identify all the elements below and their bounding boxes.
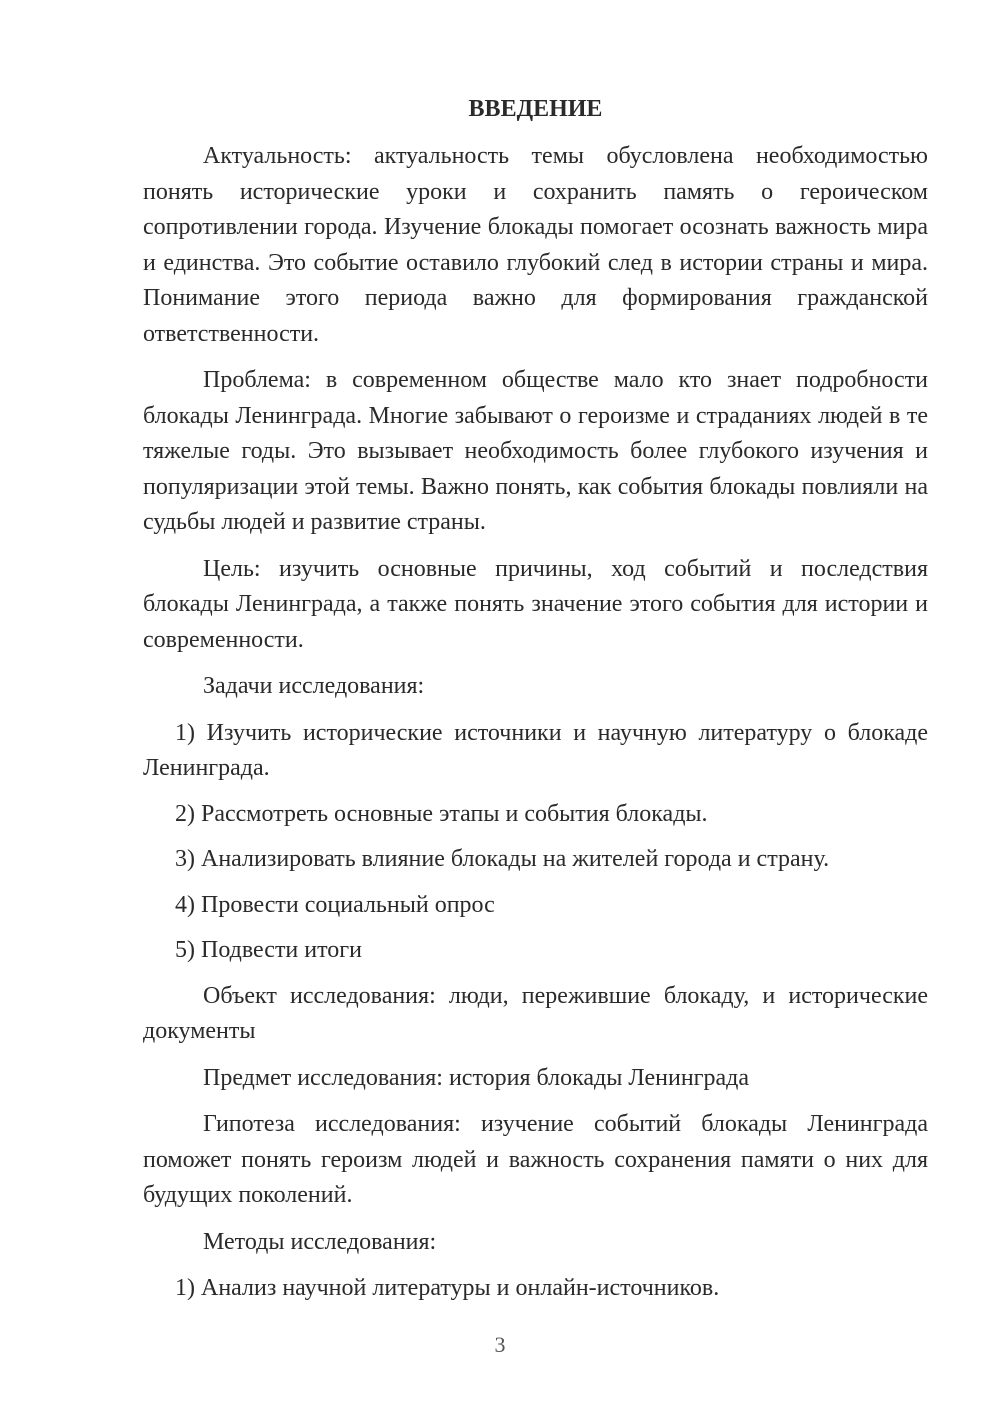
method-item-1: 1) Анализ научной литературы и онлайн-источников. — [175, 1275, 720, 1301]
paragraph-problem: Проблема: в современном обществе мало кто знает подробности блокады Ленинграда. Многие забывают о героизме и страданиях людей в те тяжелые годы. Это вызывает необходимость более глубокого изучения и популяризации этой темы. Важно понять, как события блокады повлияли на судьбы людей и развитие страны. — [143, 367, 928, 535]
methods-heading: Методы исследования: — [203, 1228, 437, 1255]
task-item-2: 2) Рассмотреть основные этапы и события блокады. — [175, 800, 708, 827]
tasks-heading: Задачи исследования: — [203, 673, 425, 699]
section-title: ВВЕДЕНИЕ — [468, 96, 603, 122]
paragraph-goal: Цель: изучить основные причины, ход событий и последствия блокады Ленинграда, а также понять значение этого события для истории и современности. — [143, 555, 928, 653]
paragraph-relevance: Актуальность: актуальность темы обусловлена необходимостью понять исторические уроки и сохранить память о героическом сопротивлении города. Изучение блокады помогает осознать важность мира и единства. Это событие оставило глубокий след в истории страны и мира. Понимание этого периода важно для формирования гражданской ответственности. — [143, 143, 928, 347]
page-number: 3 — [494, 1332, 506, 1357]
paragraph-hypothesis: Гипотеза исследования: изучение событий блокады Ленинграда поможет понять героизм людей и важность сохранения памяти о них для будущих поколений. — [143, 1111, 928, 1208]
task-item-3: 3) Анализировать влияние блокады на жителей города и страну. — [175, 846, 830, 872]
paragraph-subject: Предмет исследования: история блокады Ленинграда — [203, 1064, 750, 1091]
page-content — [143, 92, 928, 1317]
task-item-4: 4) Провести социальный опрос — [175, 891, 495, 918]
task-item-1: 1) Изучить исторические источники и научную литературу о блокаде Ленинграда. — [143, 719, 928, 781]
task-item-5: 5) Подвести итоги — [175, 937, 362, 963]
paragraph-object: Объект исследования: люди, пережившие блокаду, и исторические документы — [143, 982, 928, 1044]
